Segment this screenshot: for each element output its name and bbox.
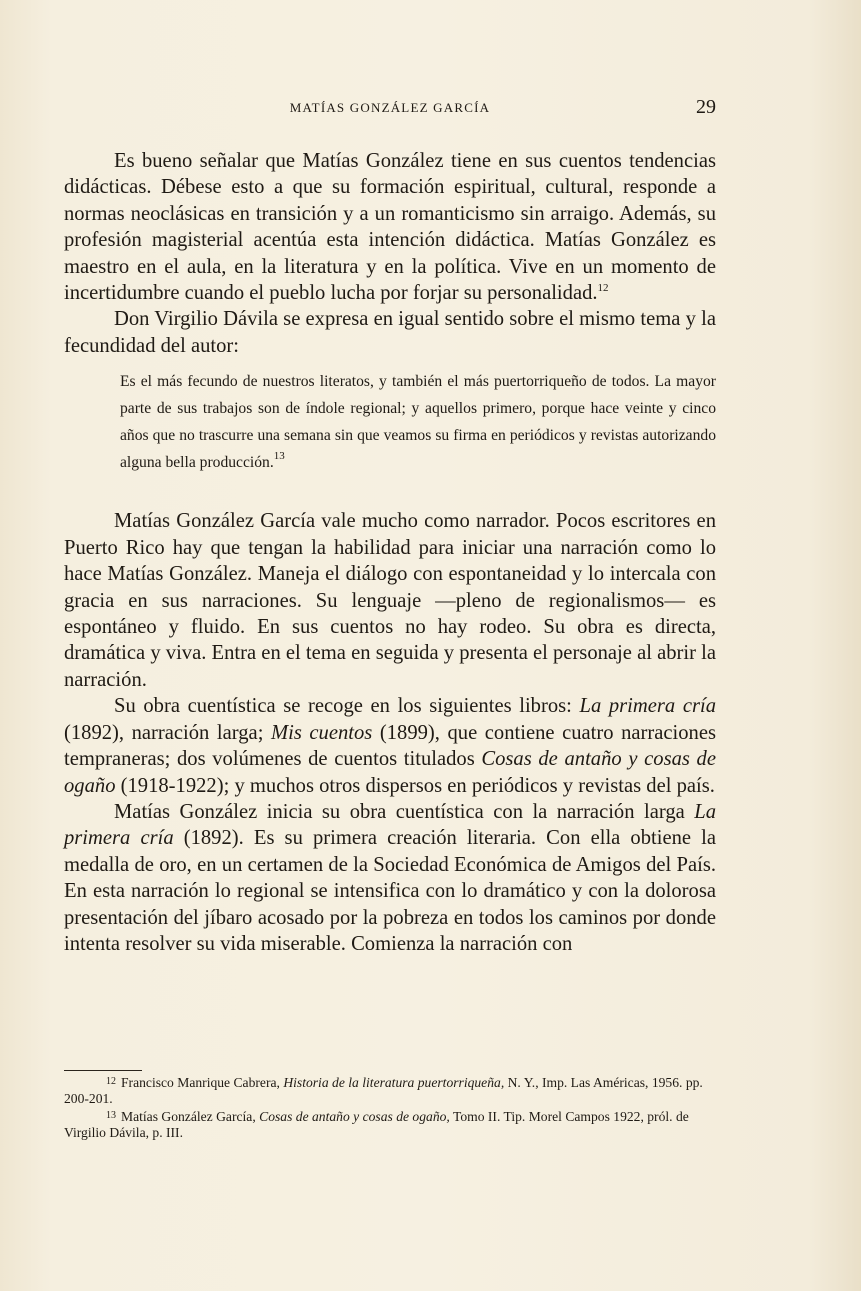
paragraph-4-text: (1899), que contiene cuatro narraciones tempraneras; dos volúmenes de cuentos titulados (64, 721, 716, 771)
footnote-13 (64, 1108, 716, 1142)
footnote-text: Francisco Manrique Cabrera, (121, 1075, 284, 1090)
block-quote-text: Es el más fecundo de nuestros literatos, y también el más puertorriqueño de todos. La mayor parte de sus trabajos son de índole regional; y aquellos primero, porque hace veinte y cinco años que no trascurre una semana sin que veamos su firma en periódicos y revistas autorizando alguna bella producción. (120, 373, 716, 471)
paragraph-2: Don Virgilio Dávila se expresa en igual sentido sobre el mismo tema y la fecundidad del autor: (64, 308, 716, 357)
running-head: MATÍAS GONZÁLEZ GARCÍA (289, 100, 491, 115)
paragraph-5-text: (1892). Es su primera creación literaria. Con ella obtiene la medalla de oro, en un certamen de la Sociedad Económica de Amigos del País. En esta narración lo regional se intensifica con lo dramático y con la dolorosa presentación del jíbaro acosado por la pobreza en todos los caminos por donde intenta resolver su vida miserable. Comienza la narración con (64, 827, 716, 955)
book-title-mis-cuentos: Mis cuentos (270, 721, 373, 744)
book-title-la-primera-cria: La primera cría (64, 800, 716, 850)
footnote-ref-12: 12 (597, 282, 609, 295)
footnote-text: Tomo II. Tip. Morel Campos 1922, pról. de Virgilio Dávila, p. III. (64, 1108, 689, 1141)
paragraph-4-text: (1918-1922); y muchos otros dispersos en periódicos y revistas del país. (115, 774, 715, 797)
block-quote (120, 369, 716, 476)
paragraph-3: Matías González García vale mucho como narrador. Pocos escritores en Puerto Rico hay que tengan la habilidad para iniciar una narración como lo hace Matías González. Maneja el diálogo con espontaneidad y lo intercala con gracia en sus narraciones. Su lenguaje —pleno de regionalismos— es espontáneo y fluido. En sus cuentos no hay rodeo. Su obra es directa, dramática y viva. Entra en el tema en seguida y presenta el personaje al abrir la narración. (64, 510, 716, 691)
footnote-12 (64, 1074, 716, 1108)
book-title-la-primera-cria: La primera cría (579, 695, 717, 718)
footnote-ref-13: 13 (273, 449, 285, 462)
book-title-cosas-de-antano: Cosas de antaño y cosas de ogaño (64, 748, 716, 797)
footnote-text: N. Y., Imp. Las Américas, 1956. pp. 200-201. (64, 1075, 703, 1107)
footnote-book-title: Historia de la literatura puertorriqueña, (283, 1075, 505, 1090)
paragraph-5 (64, 799, 716, 957)
paragraph-4 (64, 693, 716, 799)
footnotes (64, 1074, 716, 1142)
footnote-book-title: Cosas de antaño y cosas de ogaño, (259, 1108, 450, 1124)
footnote-number: 13 (106, 1109, 116, 1121)
footnote-rule (64, 1070, 142, 1071)
footnote-text: Matías González García, (121, 1108, 260, 1124)
paragraph-1-text: Es bueno señalar que Matías González tiene en sus cuentos tendencias didácticas. Débese esto a que su formación espiritual, cultural, responde a normas neoclásicas en transición y a un romanticismo sin arraigo. Además, su profesión magisterial acentúa esta intención didáctica. Matías González es maestro en el aula, en la literatura y en la política. Vive en un momento de incertidumbre cuando el pueblo lucha por forjar su personalidad. (64, 150, 716, 305)
paragraph-5-text: Matías González inicia su obra cuentística con la narración larga (114, 800, 695, 823)
paragraph-1 (64, 148, 716, 306)
page-header (64, 96, 716, 122)
body-text (64, 148, 716, 957)
paragraph-4-text: (1892), narración larga; (64, 721, 271, 744)
paragraph-4-text: Su obra cuentística se recoge en los siguientes libros: (114, 695, 580, 718)
footnote-number: 12 (106, 1076, 116, 1087)
page-number: 29 (696, 96, 716, 118)
